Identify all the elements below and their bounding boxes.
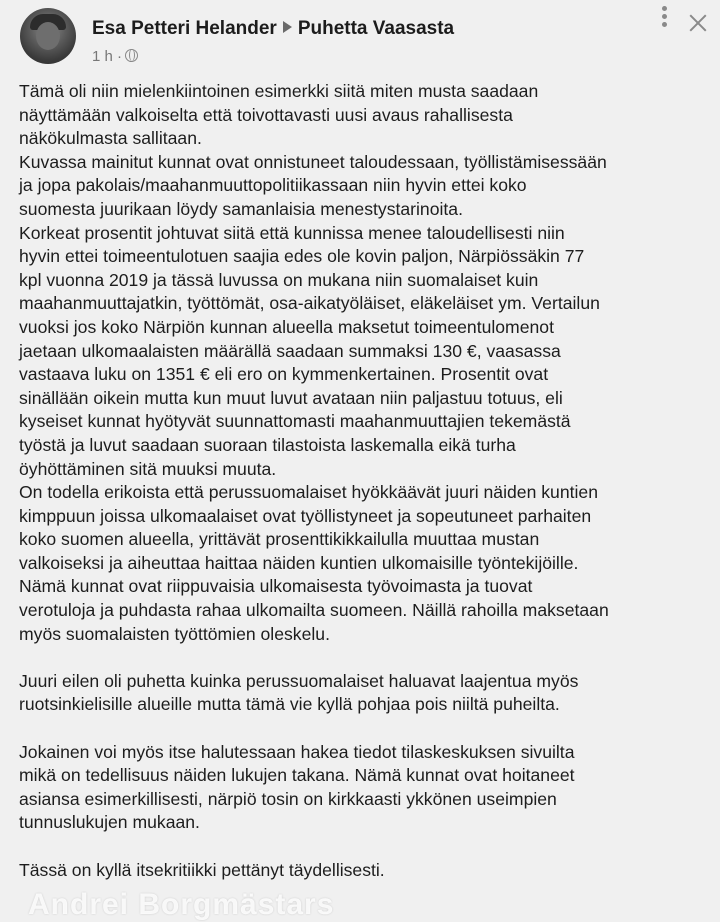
post-text-line: ruotsinkielisille alueille mutta tämä vie kyllä pohjaa pois niiltä puheilta. <box>19 694 560 715</box>
triangle-right-icon <box>283 21 292 33</box>
post-text-line: öyhöttäminen sitä muuksi muuta. <box>19 458 277 479</box>
post-text-line: asiansa esimerkillisesti, närpiö tosin on kirkkaasti ykkönen useimpien <box>19 788 557 809</box>
paragraph-gap <box>19 835 713 859</box>
post-text-line: kyseiset kunnat hyötyvät suunnattomasti maahanmuuttajien tekemästä <box>19 411 571 432</box>
author-name[interactable]: Esa Petteri Helander <box>92 18 277 39</box>
post-text-line: Jokainen voi myös itse halutessaan hakea tiedot tilaskeskuksen sivuilta <box>19 741 575 762</box>
post-text-line: työstä ja luvut saadaan suoraan tilastoista laskemalla eikä turha <box>19 434 516 455</box>
post-body <box>19 80 713 882</box>
post-text-line: näyttämään valkoiselta että toivottavasti uusi avaus rahallisesta <box>19 104 513 125</box>
post-text-line: Juuri eilen oli puhetta kuinka perussuomalaiset haluavat laajentua myös <box>19 670 579 691</box>
post-text-line: Tämä oli niin mielenkiintoinen esimerkki siitä miten musta saadaan <box>19 81 539 101</box>
paragraph-gap <box>19 717 713 741</box>
post-text-line: vastaava luku on 1351 € eli ero on kymmenkertainen. Prosentit ovat <box>19 364 549 385</box>
post-text-line: mikä on tedellisuus näiden lukujen takana. Nämä kunnat ovat hoitaneet <box>19 765 575 786</box>
post-text-line: jaetaan ulkomaalaisten määrällä saadaan summaksi 130 €, vaasassa <box>19 340 561 361</box>
post-text-line: verotuloja ja puhdasta rahaa ulkomailta suomeen. Näillä rahoilla maksetaan <box>19 600 609 621</box>
watermark: Andrei Borgmästars <box>28 888 335 921</box>
post-text-line: kimppuun joissa ulkomaalaiset ovat työllistyneet ja sopeutuneet parhaiten <box>19 505 592 526</box>
paragraph-gap <box>19 646 713 670</box>
post-text-line: Tässä on kyllä itsekritiikki pettänyt täydellisesti. <box>19 859 385 880</box>
avatar[interactable] <box>20 8 76 64</box>
post-text-line: suomesta juurikaan löydy samanlaisia menestystarinoita. <box>19 198 463 219</box>
avatar-face-shape <box>36 22 60 50</box>
post-text-line: maahanmuuttajatkin, työttömät, osa-aikatyöläiset, eläkeläiset ym. Vertailun <box>19 293 600 314</box>
post-text-line: hyvin ettei toimeentulotuen saajia edes ole kovin paljon, Närpiössäkin 77 <box>19 246 585 267</box>
post-time[interactable]: 1 h · <box>92 48 123 65</box>
post-text-line: koko suomen alueella, yrittävät prosenttikikkailulla muuttaa mustan <box>19 529 540 550</box>
close-icon[interactable] <box>687 12 709 34</box>
post-text-line: vuoksi jos koko Närpiön kunnan alueella maksetut toimeentulomenot <box>19 316 554 337</box>
post-meta <box>92 48 138 65</box>
post-text-line: valkoiseksi ja aiheuttaa haittaa näiden kuntien ulkomaisille työntekijöille. <box>19 552 579 573</box>
group-name[interactable]: Puhetta Vaasasta <box>297 18 455 39</box>
author-line <box>92 18 454 40</box>
post-text-line: Korkeat prosentit johtuvat siitä että kunnissa menee taloudellisesti niin <box>19 222 565 243</box>
post-text-line: On todella erikoista että perussuomalaiset hyökkäävät juuri näiden kuntien <box>19 482 598 503</box>
post-header <box>0 0 720 70</box>
post-text-line: ja jopa pakolais/maahanmuuttopolitiikassaan niin hyvin ettei koko <box>19 175 527 196</box>
post-text-line: kpl vuonna 2019 ja tässä luvussa on mukana niin suomalaiset kuin <box>19 269 539 290</box>
globe-icon <box>125 49 138 62</box>
post-text-line: myös suomalaisten työttömien oleskelu. <box>19 623 330 644</box>
post-text-line: sinällään oikein mutta kun muut luvut avataan niin paljastuu totuus, eli <box>19 387 563 408</box>
post-text-line: tunnuslukujen mukaan. <box>19 812 200 833</box>
post-text-line: Kuvassa mainitut kunnat ovat onnistuneet taloudessaan, työllistämisessään <box>19 151 607 172</box>
post-text-line: näkökulmasta sallitaan. <box>19 128 202 149</box>
more-vertical-icon[interactable] <box>662 6 668 32</box>
post-text-line: Nämä kunnat ovat riippuvaisia ulkomaisesta työvoimasta ja tuovat <box>19 576 533 597</box>
